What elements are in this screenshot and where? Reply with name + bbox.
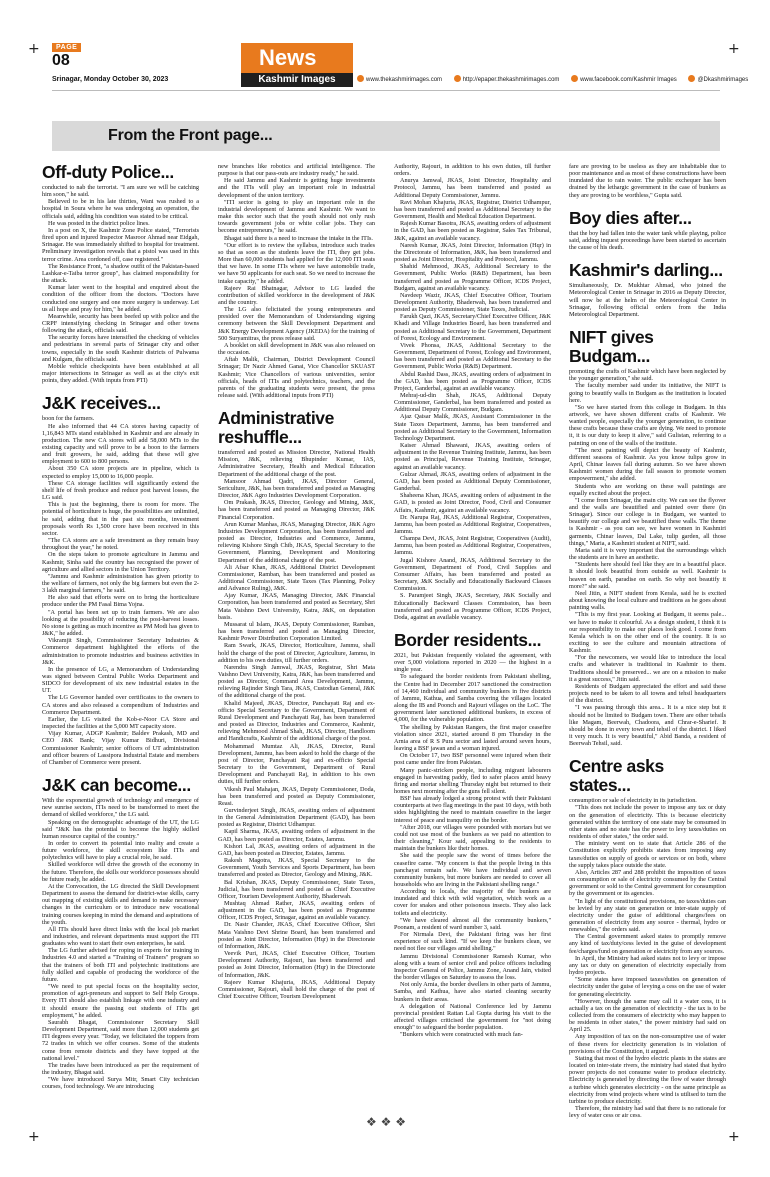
article-paragraph: Arun Kumar Manhas, JKAS, Managing Director, J&K Agro Industries Development Corporation, has been transferred and posted as Director, Industries and Commerce, Jammu, relieving Kishore Singh Chib, JKAS, Special Secretary to the Government, Planning, Development and Monitoring Department of the additional charge of the post. bbox=[218, 520, 375, 564]
section-masthead bbox=[241, 43, 353, 87]
article-paragraph: Farukh Qazi, JKAS, Secretary/Chief Executive Officer, J&K Khadi and Village Industries Board, has been transferred and posted as Additional Secretary to the Government, Department of Forest, Ecology and Environment. bbox=[394, 313, 551, 342]
article-paragraph: Om Prakash, JKAS, Director, Geology and Mining, J&K, has been transferred and posted as Managing Director, J&K Financial Corporation. bbox=[218, 499, 375, 521]
article-paragraph: "We have cleared almost all the community bunkers," Poonam, a resident of ward number 3, said. bbox=[394, 916, 551, 931]
article-paragraph: He was posted in the district police lines. bbox=[48, 219, 150, 227]
article-paragraph: Narendra Singh Jamwal, JKAS, Registrar, Shri Mata Vaishno Devi University, Katra, J&K, has been transferred and posted as Director, Command Area Development, Jammu, relieving Rajinder Singh Tara, JKAS, Custodian General, J&K of the additional charge of the post. bbox=[218, 663, 375, 700]
article bbox=[569, 328, 726, 747]
article-paragraph: Skilled workforce will drive the growth of the economy in the future. Therefore, the skills our workforce possesses should be future ready, he added. bbox=[42, 861, 199, 883]
header-rule bbox=[52, 90, 720, 91]
article-paragraph: boon for the farmers. bbox=[42, 415, 95, 423]
link-icon bbox=[454, 75, 461, 82]
article-paragraph: Residents of Budgam appreciated the effort and said these projects need to be taken to all towns and tehsil headquarters of the district. bbox=[569, 682, 726, 705]
article-paragraph: promoting the crafts of Kashmir which have been neglected by the younger generation," she said. bbox=[569, 368, 726, 383]
page-label: PAGE bbox=[52, 43, 81, 52]
article-paragraph: Bal Krishan, JKAS, Deputy Commissioner, State Taxes, Judicial, has been transferred and posted as Chief Executive Officer, Tourism Development Authority, Bhaderwah. bbox=[218, 878, 375, 900]
article-paragraph: "After 2018, our villages were pounded with mortars but we could not use most of the bunkers as we paid no attention to their cleaning," Kour said, appealing to the residents to maintain the bunkers like their homes. bbox=[394, 823, 551, 853]
article-paragraph: Mobile vehicle checkpoints have been established at all major intersections in Srinagar as well as at the city's exit points, they added. (With inputs from PTI) bbox=[42, 362, 199, 385]
registration-mark: + bbox=[28, 41, 40, 57]
twitter-link[interactable]: @Dkashmirimages bbox=[688, 77, 748, 83]
article-paragraph: Gurvinderjeet Singh, JKAS, awaiting orders of adjustment in the General Administration Department (GAD), has been posted as Registrar, District Udhampur. bbox=[218, 806, 375, 829]
article-paragraph: On the steps taken to promote agriculture in Jammu and Kashmir, Sinha said the country has recognised the power of agriculture and allied sectors in the Union Territory. bbox=[42, 551, 199, 573]
article bbox=[569, 163, 726, 199]
article bbox=[218, 163, 375, 399]
article-paragraph: Vivek Phonsa, JKAS, Additional Secretary to the Government, Department of Forest, Ecology and Environment, has been transferred and posted as Additional Secretary to the Government, Public Works (R&B) Department. bbox=[394, 341, 551, 371]
page-header bbox=[52, 43, 749, 88]
article-paragraph: Ajaz Qaisar Malik, JKAS, Assistant Commissioner in the State Taxes Department, Jammu, has been transferred and posted as Additional Secretary to the Government, Information Technology Department. bbox=[394, 413, 551, 442]
article-paragraph: "I was passing through this area... It is a nice step but it should not be limited to Budgam town. There are other tehsils like Magam, Beerwah, Chadoora, and Chrar-e-Sharief. It should be done in every town and tehsil of the district. I liked it very much. It is very beautiful," Abid Banda, a resident of Beerwah Tehsil, said. bbox=[569, 704, 726, 748]
article-paragraph: Not only Arnia, the border dwellers in other parts of Jammu, Samba, and Kathua, have also started cleaning security bunkers in their areas. bbox=[394, 981, 551, 1003]
article-paragraph: Champa Devi, JKAS, Joint Registrar, Cooperatives (Audit), Jammu, has been posted as Additional Registrar, Cooperatives, Jammu. bbox=[394, 535, 551, 557]
article-paragraph: Stating that most of the hydro electric plants in the states are located on inter-state rivers, the ministry had stated that hydro power projects do not consume water to produce electricity. Electricity is generated by directing the flow of water through a turbine which generates electricity - on the same principle as electricity from wind projects where wind is utilised to turn the turbine to produce electricity. bbox=[569, 1054, 726, 1105]
article-paragraph: Ajay Kumar, JKAS, Managing Director, J&K Financial Corporation, has been transferred and posted as Secretary, Shri Mata Vaishno Devi University, Katra, J&K, on deputation basis. bbox=[218, 592, 375, 621]
article bbox=[42, 394, 199, 766]
article-headline: Kashmir's darling... bbox=[569, 260, 723, 281]
article-paragraph: Therefore, the ministry had said that there is no rationale for levy of water cess or air cess. bbox=[569, 1105, 726, 1120]
publication-name: Kashmir Images bbox=[241, 73, 353, 87]
article-paragraph: With the exponential growth of technology and emergence of new sunrise sectors, ITIs need to be transformed to meet the demand of skilled workforce," the LG said. bbox=[42, 797, 199, 819]
article-paragraph: transferred and posted as Mission Director, National Health Mission, J&K, relieving Bhupinder Kumar, IAS, Administrative Secretary, Health and Medical Education Department of the additional charge of the post. bbox=[218, 449, 375, 478]
article bbox=[218, 409, 375, 1000]
article-paragraph: Jammu Divisional Commissioner Ramesh Kumar, who along with a team of senior civil and police officers including Inspector General of Police, Jammu Zone, Anand Jain, visited the border villages on Saturday to assess the loss. bbox=[394, 952, 551, 982]
article-paragraph: A delegation of National Conference led by Jammu provincial president Rattan Lal Gupta during his visit to the affected villages criticised the government for "not doing enough" to safeguard the border population. bbox=[394, 1002, 551, 1032]
epaper-link[interactable]: http://epaper.thekashmirimages.com bbox=[454, 77, 560, 83]
article-paragraph: Kishori Lal, JKAS, awaiting orders of adjustment in the GAD, has been posted as Director, Estates, Jammu. bbox=[218, 842, 375, 857]
article-paragraph: Ravi Mohan Khajuria, JKAS, Registrar, District Udhampur, has been transferred and posted as Additional Secretary to the Government, Health and Medical Education Department. bbox=[394, 198, 551, 221]
article-paragraph: Naresh Kumar, JKAS, Joint Director, Information (Hqr) in the Directorate of Information, J&K, has been transferred and posted as Joint Director, Hospitality and Protocol, Jammu. bbox=[394, 241, 551, 264]
registration-mark: + bbox=[728, 41, 740, 57]
article-paragraph: Vijay Kumar, ADGP Kashmir; Baldev Prakash, MD and CEO J&K Bank; Vijay Kumar Bidhuri, Divisional Commissioner Kashmir; senior officers of UT administration and officer bearers of Lassipora Industrial Estate and members of Chamber of Commerce were present. bbox=[42, 730, 199, 766]
article-paragraph: "The next painting will depict the beauty of Kashmir, different seasons of Kashmir. As you know tulips grow in April, Chinar leaves fall during autumn. So we have shown Kashmiri women during the fall season to promote women empowerment," she added. bbox=[569, 446, 726, 483]
article-paragraph: "Jammu and Kashmir administration has given priority to the welfare of farmers, not only the big farmers but even the 2-3 lakh marginal farmers," he said. bbox=[42, 572, 199, 595]
article-paragraph: Rajesh Kumar Basotra, JKAS, awaiting orders of adjustment in the GAD, has been posted as Registrar, Sales Tax Tribunal, J&K, against an available vacancy. bbox=[394, 220, 551, 242]
article-headline: Administrative reshuffle... bbox=[218, 408, 334, 448]
article-paragraph: This is just the beginning, there is room for more. The potential of horticulture is huge, the possibilities are unlimited, he said, adding that in the past six months, investment proposals worth Rs 1,500 crore have been received in this sector. bbox=[42, 501, 199, 537]
article-headline: Border residents... bbox=[394, 630, 542, 650]
article-paragraph: "For the newcomers, we would like to introduce the local crafts and whatever is traditional in Kashmir to them. Traditions should be preserved... we are on a mission to make it a great success," Jitin said. bbox=[569, 654, 726, 683]
article-paragraph: Mussarat ul Islam, JKAS, Deputy Commissioner, Ramban, has been transferred and posted as Managing Director, Kashmir Power Distribution Corporation Limited. bbox=[218, 620, 375, 643]
article-paragraph: Bhagat said there is a need to increase the intake in the ITIs. bbox=[224, 234, 373, 242]
article-paragraph: Rajeev Kumar Khajuria, JKAS, Additional Deputy Commissioner, Rajouri, shall hold the charge of the post of Chief Executive Officer, Tourism Development bbox=[218, 978, 375, 1001]
article-paragraph: Jugal Kishore Anand, JKAS, Additional Secretary to the Government, Department of Food, Civil Supplies and Consumer Affairs, has been transferred and posted as Secretary, J&K Socially and Educationally Backward Classes Commission. bbox=[394, 556, 551, 593]
article-paragraph: Students who are working on these wall paintings are equally excited about the project. bbox=[569, 482, 726, 497]
article-paragraph: At the Convocation, the LG directed the Skill Development Department to assess the demand for district-wise skills, carry out mapping of existing skills and demand to make necessary changes in the curriculum or to introduce new vocational training courses keeping in mind the demand and aspirations of the youth. bbox=[42, 882, 199, 926]
article-paragraph: "The CA stores are a safe investment as they remain busy throughout the year," he noted. bbox=[42, 537, 199, 552]
article-paragraph: Vikramjit Singh, Commissioner Secretary Industries & Commerce department highlighted the efforts of the administration to promote industries and business activities in J&K. bbox=[42, 637, 199, 666]
section-band bbox=[52, 121, 720, 151]
article-paragraph: Many panic-stricken people, including migrant labourers engaged in harvesting paddy, fled to safer places amid heavy firing and mortar shelling Thursday night but returned to their homes next morning after the guns fell silent. bbox=[394, 766, 551, 795]
article-paragraph: Dr. Nasir Chander, JKAS, Chief Executive Officer, Shri Mata Vaishno Devi Shrine Board, has been transferred and posted as Joint Director, Information (Hqr) in the Directorate of Information, J&K. bbox=[218, 921, 375, 950]
article bbox=[569, 757, 726, 1119]
article-paragraph: These CA storage facilities will significantly extend the shelf life of fresh produce and reduce post harvest losses, the LG said. bbox=[42, 479, 199, 502]
article-paragraph: The Resistance Front, "a shadow outfit of the Pakistan-based Lashkar-e-Taiba terror group", has claimed responsibility for the attack. bbox=[42, 262, 199, 285]
article-paragraph: Mushtaq Ahmad Rather, JKAS, awaiting orders of adjustment in the GAD, has been posted as Programme Officer, ICDS Project, Srinagar, against an available vacancy. bbox=[218, 900, 375, 922]
article-headline: Off-duty Police... bbox=[42, 162, 174, 182]
article-paragraph: Kapil Sharma, JKAS, awaiting orders of adjustment in the GAD, has been posted as Director, Estates, Jammu. bbox=[218, 828, 375, 843]
article-paragraph: Rajeev Rai Bhatnagar, Advisor to LG lauded the contribution of skilled workforce in the development of J&K and the country. bbox=[218, 284, 375, 306]
article-paragraph: Believed to be in his late thirties, Wani was rushed to a hospital in Soura where he was undergoing an operation, the officials said, adding his condition was stated to be critical. bbox=[42, 198, 199, 220]
article-paragraph: The shelling by Pakistan Rangers, the first major ceasefire violation since 2021, started around 8 pm Thursday in the Arnia area of R S Pura sector and lasted around seven hours, leaving a BSF jawan and a woman injured. bbox=[394, 723, 551, 753]
page-number: 08 bbox=[52, 52, 70, 69]
article bbox=[394, 163, 551, 621]
section-name: News bbox=[241, 43, 353, 73]
article-paragraph: Kaiser Ahmad Bhawani, JKAS, awaiting orders of adjustment in the Revenue Training Institute, Jammu, has been posted as Principal, Revenue Training Institute, Srinagar, against an available vacancy. bbox=[394, 442, 551, 471]
article-paragraph: Ali Afsar Khan, JKAS, Additional District Development Commissioner, Ramban, has been transferred and posted as Additional Commissioner, State Taxes (Tax Planning, Policy and Advance Ruling), J&K. bbox=[218, 563, 375, 593]
article bbox=[569, 261, 726, 318]
article-paragraph: fare are proving to be useless as they are inhabitable due to poor maintenance and as most of these constructions have been inundated due to rain water. The public exchequer has been drained by the lethargic government in the case of bunkers as they are proving to be worthless," Gupta said. bbox=[569, 163, 726, 199]
section-title: From the Front page... bbox=[108, 127, 273, 144]
article-paragraph: consumption or sale of electricity in its jurisdiction. bbox=[569, 797, 697, 805]
article-paragraph: "Some states have imposed taxes/duties on generation of electricity under the guise of levying a cess on the use of water for generating electricity. bbox=[569, 976, 726, 998]
article-paragraph: In a post on X, the Kashmir Zone Police stated, "Terrorists fired upon and injured Inspector Masroor Ahmad near Eidgah, Srinagar. He was immediately shifted to hospital for treatment. Preliminary investigation reveals that a pistol was used in this terror crime. Area cordoned off, case registered." bbox=[42, 226, 199, 263]
website-link[interactable]: www.thekashmirimages.com bbox=[357, 77, 442, 83]
article-paragraph: Rakesh Magotra, JKAS, Special Secretary to the Government, Youth Services and Sports Department, has been transferred and posted as Director, Geology and Mining, J&K. bbox=[218, 857, 375, 879]
article-paragraph: Aftab Malik, Chairman, District Development Council Srinagar; Dr Nazir Ahmed Ganai, Vice Chancellor SKUAST Kashmir; Vice Chancellors of various universities, senior officials, heads of ITIs and polytechnics, teachers, and the parents of the graduating students were present, the press release said. (With additional inputs from PTI) bbox=[218, 356, 375, 399]
article-paragraph: "This is my first year. Looking at Budgam, it seems pale... we have to make it colourful. As a design student, I think it is our responsibility to make our places look good. I come from Kerala which is on the other end of the country. It is so exciting to see the culture and mountain attractions of Kashmir. bbox=[569, 611, 726, 655]
page-ornament: ❖ ❖ ❖ bbox=[366, 1115, 406, 1129]
article bbox=[42, 776, 199, 1090]
article bbox=[42, 163, 199, 384]
article-headline: J&K can become... bbox=[42, 775, 191, 796]
dateline: Srinagar, Monday October 30, 2023 bbox=[52, 76, 169, 83]
article-paragraph: He also informed that 44 CA stores having capacity of 1,16,843 MTs stand established in Kashmir and are already in production. The new CA stores will add 58,000 MTs to the existing capacity and will prove to be a boon to the farmers and fruit growers, he said, adding that these will give employment to 600 to 800 persons. bbox=[42, 422, 199, 466]
article-paragraph: "Students here should feel like they are in a beautiful place. It should look beautiful from outside as well. Kashmir is heaven on earth, paradise on earth. So why not beautify it more?" she said. bbox=[569, 561, 726, 590]
facebook-link[interactable]: www.facebook.com/Kashmir Images bbox=[571, 77, 677, 83]
article-paragraph: "This does not include the power to impose any tax or duty on the generation of electricity. This is because electricity generated within the territory of one state may be consumed in other states and no state has the power to levy taxes/duties on residents of other states," the order said. bbox=[569, 804, 726, 841]
article-paragraph: Mohammad Mumtaz Ali, JKAS, Director, Rural Development, Jammu, has been asked to hold the charge of the post of Director, Panchayati Raj and ex-officio Special Secretary to the Government, Department of Rural Development and Panchayati Raj, in addition to his own duties, till further orders. bbox=[218, 742, 375, 786]
article-paragraph: Earlier, the LG visited the Kob-e-Noor CA Store and inspected the facilities at the 5,000 MT capacity store. bbox=[42, 715, 199, 731]
article-paragraph: new branches like robotics and artificial intelligence. The purpose is that our pass-outs are industry ready," he said. bbox=[218, 163, 375, 178]
article-paragraph: In the presence of LG, a Memorandum of Understanding was signed between Central Public Works Department and SIDCO for development of six new industrial estates in the UT. bbox=[42, 665, 199, 695]
article-paragraph: Also, Articles 287 and 288 prohibit the imposition of taxes on consumption or sale of electricity consumed by the Central government or sold to the Central government for consumption by the government or its agencies. bbox=[569, 868, 726, 898]
article-paragraph: The LG also felicitated the young entrepreneurs and presided over the Memorandum of Understanding signing ceremony between the Skill Development Department and J&K Energy Development Agency (JKEDA) for the training of 500 Suryamitras, the press release said. bbox=[218, 306, 375, 342]
article-paragraph: Maria said it is very important that the surroundings which the students are in have an aesthetic. bbox=[569, 546, 726, 562]
article-paragraph: Saurabh Bhagat, Commissioner Secretary Skill Development Department, said more than 12,000 students get ITI degrees every year. "Today, we felicitated the toppers from 72 trades in which we offer courses. Some of the students come from remote districts and they have topped at the national level." bbox=[42, 1018, 199, 1062]
article-paragraph: The LG further advised for roping in experts for training in Industries 4.0 and started a "Training of Trainers" program so that the trainers of both ITI and polytechnic institutions are fully skilled and capable of producing the workforce of the future. bbox=[42, 947, 199, 983]
article-paragraph: For Nirmala Devi, the Pakistani firing was her first experience of such kind. "If we keep the bunkers clean, we need not flee our villages amid shelling." bbox=[394, 931, 551, 953]
article-paragraph: The faculty member said under its initiative, the NIFT is going to beautify walls in Budgam as the institution is located here. bbox=[569, 382, 726, 404]
article-paragraph: Ram Swark, JKAS, Director, Horticulture, Jammu, shall hold the charge of the post of Director, Agriculture, Jammu, in addition to his own duties, till further orders. bbox=[218, 642, 375, 664]
article-headline: Boy dies after... bbox=[569, 207, 692, 228]
article-paragraph: The trades have been introduced as per the requirement of the industry, Bhagat said. bbox=[42, 1061, 199, 1076]
article-paragraph: All ITIs should have direct links with the local job market and industries, and relevant departments must support the ITI graduates who want to start their own enterprises, he said. bbox=[42, 925, 199, 948]
article-paragraph: According to locals, the majority of the bunkers are inundated and thick with wild vegetation, which work as a cover for snakes and other poisonous insects. They also lack toilets and electricity. bbox=[394, 888, 551, 917]
article-paragraph: Veevik Puri, JKAS, Chief Executive Officer, Tourism Development Authority, Rajouri, has been transferred and posted as Joint Director, Information (Hqr) in the Directorate of Information, J&K. bbox=[218, 950, 375, 979]
web-icon bbox=[357, 75, 364, 82]
article-paragraph: A booklet on skill development in J&K was also released on the occasion. bbox=[218, 341, 375, 357]
article-paragraph: BSF has already lodged a strong protest with their Pakistani counterparts at two flag meetings in the past 10 days, with both sides highlighting the need to maintain ceasefire in the larger interest of peace and tranquility on the border. bbox=[394, 795, 551, 824]
article-paragraph: He also said that efforts were on to bring the horticulture produce under the PM Fasal Bima Yojna. bbox=[42, 594, 199, 609]
article-paragraph: Authority, Rajouri, in addition to his own duties, till further orders. bbox=[394, 163, 551, 178]
article-paragraph: "ITI sector is going to play an important role in the industrial development of Jammu and Kashmir. We want to make this sector such that the youth should not only rush towards government jobs or white collar jobs. They can become entrepreneurs," he said. bbox=[218, 198, 375, 235]
registration-mark: + bbox=[728, 1129, 740, 1145]
article-paragraph: In order to convert its potential into reality and create a future workforce, the skill ecosystem like ITIs and polytechnics will have to play a crucial role, he said. bbox=[42, 839, 199, 862]
article-paragraph: "So we have started from this college in Budgam. In this artwork, we have shown different crafts of Kashmir. We wanted people, especially the younger generation, to continue these crafts because these crafts are dying. We need to promote it, it is our duty to keep it alive," said Gulistan, referring to a painting on one of the walls of the institute. bbox=[569, 403, 726, 447]
article-paragraph: Mehraj-ud-din Shah, JKAS, Additional Deputy Commissioner, Ganderbal, has been transferred and posted as Additional Deputy Commissioner, Budgam. bbox=[394, 392, 551, 414]
article-paragraph: On October 17, two BSF personnel were injured when their post came under fire from Pakistan. bbox=[394, 752, 551, 767]
article bbox=[394, 631, 551, 1038]
article-paragraph: "We need to put special focus on the hospitality sector, promotion of agri-preneurs and support to Self Help Groups. Every ITI should also establish linkage with one industry and it should ensure the passing out students of ITIs get employment," he added. bbox=[42, 983, 199, 1019]
article-paragraph: Khalid Majeed, JKAS, Director, Panchayati Raj and ex-officio Special Secretary to the Government, Department of Rural Development and Panchayati Raj, has been transferred and posted as Director, Industries and Commerce, Kashmir, relieving Mehmood Ahmad Shah, JKAS, Director, Handloom and Handicrafts, Kashmir of the additional charge of the post. bbox=[218, 699, 375, 743]
article-paragraph: Dr. Narupa Raj, JKAS, Additional Registrar, Cooperatives, Jammu, has been posted as Additional Registrar, Cooperatives, Jammu. bbox=[394, 513, 551, 535]
article-paragraph: About 350 CA store projects are in pipeline, which is expected to employ 15,000 to 16,000 people. bbox=[42, 465, 199, 480]
column-1 bbox=[42, 163, 199, 1090]
column-2 bbox=[218, 163, 375, 1000]
article-paragraph: that the boy had fallen into the water tank while playing, police said, adding inquest proceedings have been started to ascertain the cause of his death. bbox=[569, 229, 726, 252]
article-paragraph: Shaheena Khan, JKAS, awaiting orders of adjustment in the GAD, is posted as Joint Director, Food, Civil and Consumer Affairs, Kashmir, against an available vacancy. bbox=[394, 492, 551, 514]
registration-mark: + bbox=[28, 1129, 40, 1145]
article-paragraph: conducted to nab the terrorist. "I am sure we will be catching him soon," he said. bbox=[42, 184, 199, 199]
article-paragraph: "I come from Srinagar, the main city. We can see the flyover and the walls are beautified and painted over there (in Srinagar). Since our college is in Budgam, we wanted to beautify our college and we beautified these walls. The theme is Kashmir - as you can see, we have women in Kashmiri garments, Chinar leaves, Dal Lake, tulip garden, all those things," Maria, a Kashmiri student at NIFT, said. bbox=[569, 496, 726, 547]
header-links bbox=[357, 75, 758, 83]
article-paragraph: Kumar later went to the hospital and enquired about the condition of the officer from the doctors. "Doctors have conducted one surgery and one more surgery is underway. Let us all hope and pray for him," he added. bbox=[42, 284, 199, 313]
article-paragraph: The security forces have intensified the checking of vehicles and pedestrians in several parts of Srinagar city and other towns, especially in the south Kashmir districts of Pulwama and Kulgam, the officials said. bbox=[42, 334, 199, 363]
article-paragraph: The Central government asked states to promptly remove any kind of tax/duty/cess levied in the guise of development fee/charges/fund on generation or electricity from any sources. bbox=[569, 933, 726, 955]
article-paragraph: Neel Jitin, a NIFT student from Kerala, said he is excited about knowing the local culture and traditions as he goes about painting walls. bbox=[569, 589, 726, 612]
article-paragraph: "However, though the same may call it a water cess, it is actually a tax on the generation of electricity - the tax is to be collected from the consumers of electricity who may happen to be residents in other states," the power ministry had said on April 25. bbox=[569, 997, 726, 1034]
article-headline: NIFT gives Budgam... bbox=[569, 327, 654, 367]
article-paragraph: "In light of the constitutional provisions, no taxes/duties can be levied by any state on generation or inter-state supply of electricity under the guise of additional charges/fees on generation of electricity from any source - thermal, hydro or renewables," the orders said. bbox=[569, 897, 726, 934]
twitter-icon bbox=[688, 75, 695, 82]
article-paragraph: Abdul Rashid Dass, JKAS, awaiting orders of adjustment in the GAD, has been posted as Programme Officer, ICDS Project, Ganderbal, against an available vacancy. bbox=[394, 370, 551, 392]
article-paragraph: Any imposition of tax on the non-consumptive use of water of these rivers for electricity generation is in violation of provisions of the Constitution, it argued. bbox=[569, 1033, 726, 1055]
column-3 bbox=[394, 163, 551, 1038]
article-paragraph: The LG Governor handed over certificates to the owners to CA stores and also released a compendium of Industries and Commerce Department. bbox=[42, 694, 199, 716]
article-headline: Centre asks states... bbox=[569, 756, 664, 796]
article-paragraph: Vikesh Paul Mahajan, JKAS, Deputy Commissioner, Doda, has been transferred and posted as Deputy Commissioner, Reasi. bbox=[218, 785, 375, 807]
article-paragraph: Gulzar Ahmad, JKAS, awaiting orders of adjustment in the GAD, has been posted as Additional Deputy Commissioner, Ganderbal. bbox=[394, 470, 551, 493]
article-paragraph: Speaking on the demographic advantage of the UT, the LG said "J&K has the potential to become the highly skilled human resource capital of the country." bbox=[42, 818, 199, 840]
article-paragraph: "We have introduced Surya Mitr, Smart City technician courses, food technology. We are introducing bbox=[42, 1076, 199, 1091]
article-paragraph: "A portal has been set up to train farmers. We are also looking at the possibility of reducing the post-harvest losses. No stone is getting as much incentive as PM Modi has given to J&K," he added. bbox=[42, 608, 199, 638]
article-paragraph: The ministry went on to state that Article 286 of the Constitution explicitly prohibits states from imposing any taxes/duties on supply of goods or services or on both, where the supply takes place outside the state. bbox=[569, 840, 726, 869]
article-paragraph: Simultaneously, Dr. Mukhtar Ahmad, who joined the Meteorological Center in Srinagar in 2016 as Deputy Director, will now be at the helm of the Meteorological Center in Srinagar, following official orders from the India Meteorological Department. bbox=[569, 282, 726, 318]
article-paragraph: 2021, but Pakistan frequently violated the agreement, with over 5,000 violations reported in 2020 — the highest in a single year. bbox=[394, 652, 551, 674]
article-paragraph: Anurya Jamwal, JKAS, Joint Director, Hospitality and Protocol, Jammu, has been transferred and posted as Additional Deputy Commissioner, Jammu. bbox=[394, 177, 551, 199]
article-paragraph: "Bunkers which were constructed with much fan- bbox=[400, 1031, 523, 1039]
facebook-icon bbox=[571, 75, 578, 82]
article-paragraph: He said Jammu and Kashmir is getting huge investments and the ITIs will play an important role in industrial development of the union territory. bbox=[218, 177, 375, 199]
column-4 bbox=[569, 163, 726, 1119]
article-headline: J&K receives... bbox=[42, 393, 161, 414]
article bbox=[569, 209, 726, 251]
article-paragraph: In April, the Ministry had asked states not to levy or impose any tax or duty on generation of electricity especially from hydro projects. bbox=[569, 954, 726, 977]
article-paragraph: S. Paramjeet Singh, JKAS, Secretary, J&K Socially and Educationally Backward Classes Commission, has been transferred and posted as Programme Officer, ICDS Project, Doda, against an available vacancy. bbox=[394, 592, 551, 621]
article-paragraph: Mansoor Ahmad Qadri, JKAS, Director General, Sericulture, J&K, has been transferred and posted as Managing Director, J&K Agro Industries Development Corporation. bbox=[218, 477, 375, 500]
article-paragraph: Shahid Mehmood, JKAS, Additional Secretary to the Government, Public Works (R&B) Department, has been transferred and posted as Programme Officer, ICDS Project, Budgam, against an available vacancy. bbox=[394, 263, 551, 292]
article-paragraph: "Our effort is to review the syllabus, introduce such trades so that as soon as the students leave the ITI, they get jobs. More than 60,000 students had applied for the 12,000 ITI seats that we have. In some ITIs where we have automobile trade, we have 50 applicants for each seat. So we need to increase the intake capacity," he added. bbox=[218, 241, 375, 285]
article-paragraph: Navdeep Wazir, JKAS, Chief Executive Officer, Tourism Development Authority, Bhaderwah, has been transferred and posted as Deputy Commissioner, State Taxes, Judicial. bbox=[394, 291, 551, 314]
article-paragraph: She said the people saw the worst of times before the ceasefire came. "My concern is that the people living in this panchayat remain safe. We have individual and seven community bunkers, but more bunkers are needed to cover all households who are living in the Pakistani shelling range." bbox=[394, 852, 551, 888]
article-paragraph: Meanwhile, security has been beefed up with police and the CRPF intensifying checking in Srinagar and other towns following the attack, officials said. bbox=[42, 312, 199, 335]
article-paragraph: To safeguard the border residents from Pakistani shelling, the Centre had in December 2017 sanctioned the construction of 14,460 individual and community bunkers in five districts of Jammu, Kathua, and Samba covering the villages located along the IB and Poonch and Rajouri villages on the LoC. The government later sanctioned additional bunkers, in excess of 4,000, for the vulnerable population. bbox=[394, 673, 551, 724]
